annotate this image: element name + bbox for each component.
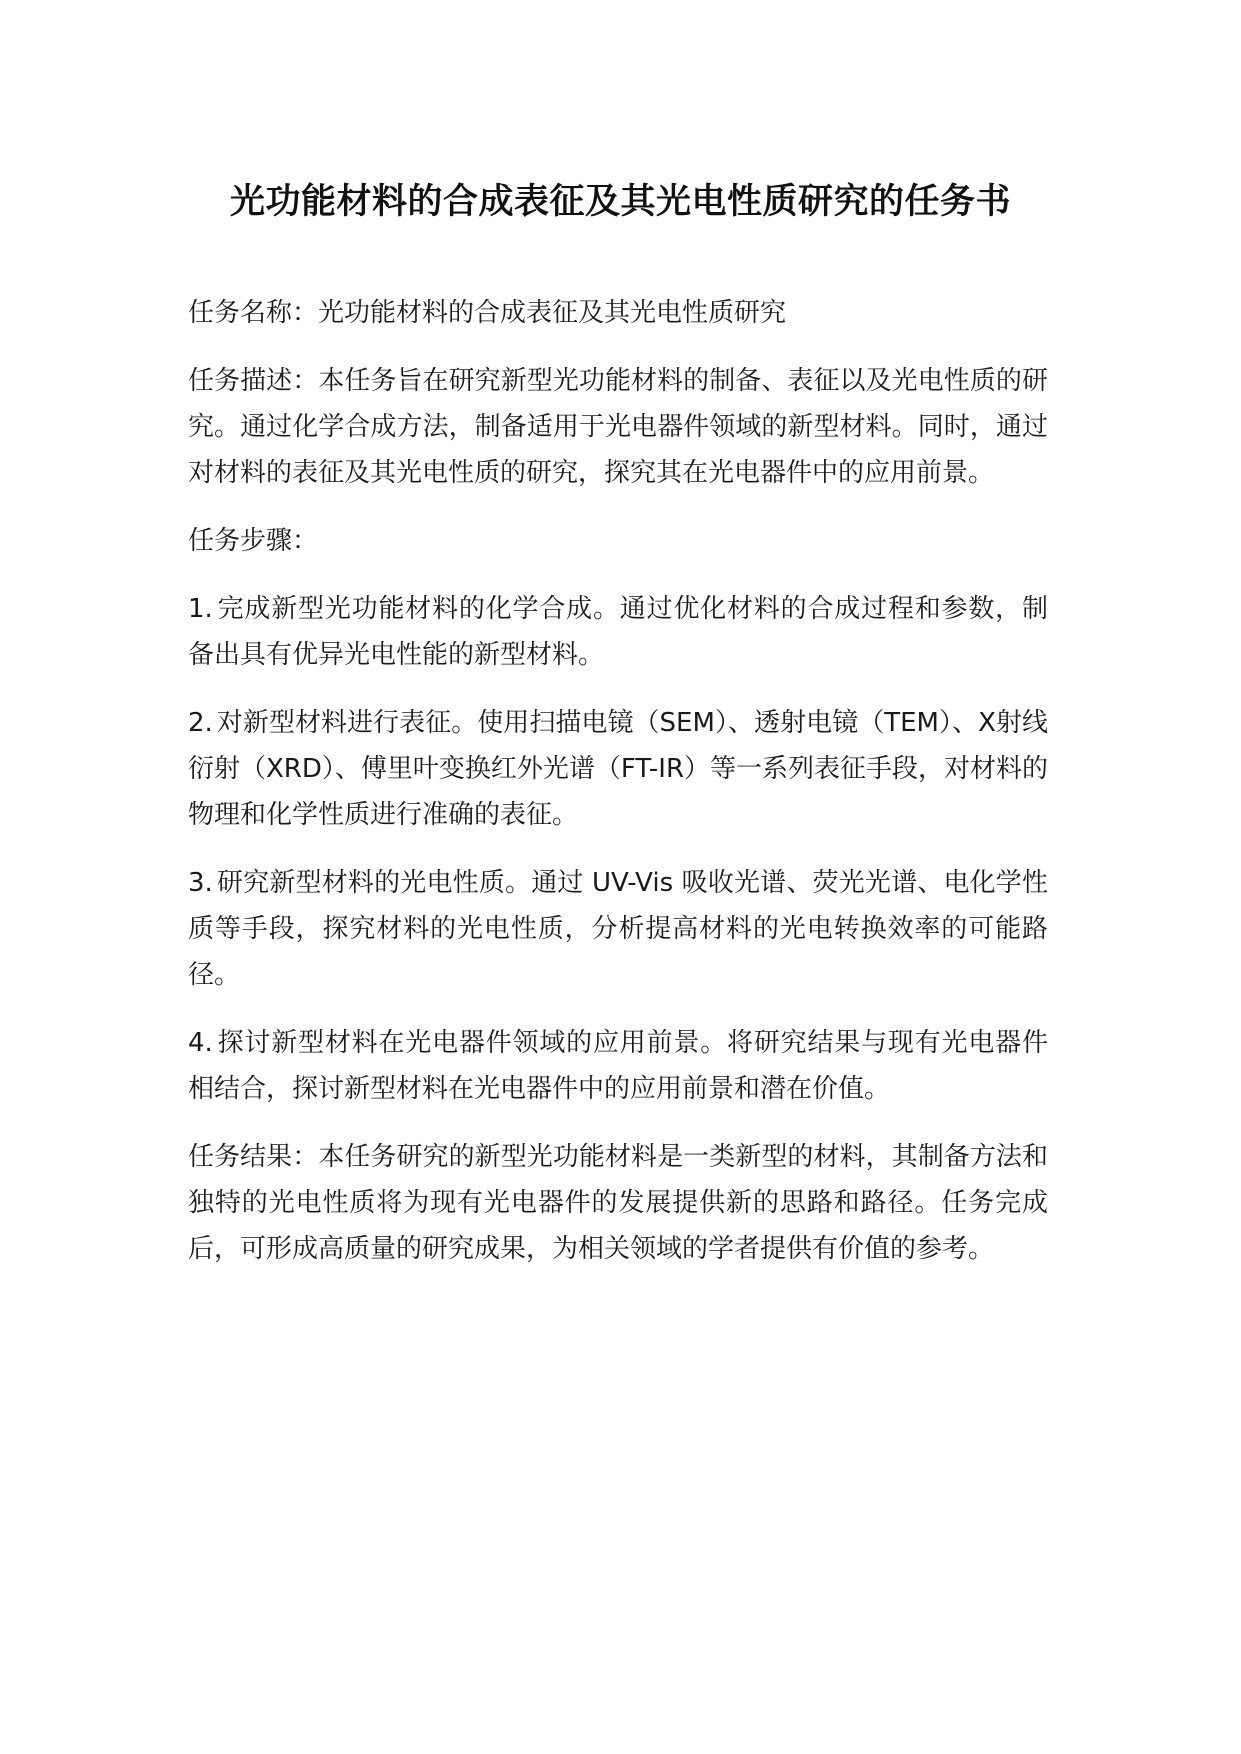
task-step-item [188,860,1048,998]
task-description-paragraph [188,358,1048,496]
task-step-number: 1. [188,594,213,624]
task-step-item [188,700,1048,838]
task-name-paragraph [188,290,1048,336]
task-result-label: 任务结果： [188,1142,319,1172]
task-name-label: 任务名称： [188,298,319,328]
task-step-item [188,586,1048,678]
task-description-value: 本任务旨在研究新型光功能材料的制备、表征以及光电性质的研究。通过化学合成方法，制备适用于光电器件领域的新型材料。同时，通过对材料的表征及其光电性质的研究，探究其在光电器件中的应用前景。 [188,366,1048,488]
task-step-text: 探讨新型材料在光电器件领域的应用前景。将研究结果与现有光电器件相结合，探讨新型材料在光电器件中的应用前景和潜在价值。 [188,1028,1048,1104]
task-step-text: 研究新型材料的光电性质。通过 UV-Vis 吸收光谱、荧光光谱、电化学性质等手段，探究材料的光电性质，分析提高材料的光电转换效率的可能路径。 [188,868,1048,990]
task-step-number: 3. [188,868,213,898]
document-body [188,290,1048,1294]
task-step-number: 2. [188,708,213,738]
task-step-item [188,1020,1048,1112]
task-name-value: 光功能材料的合成表征及其光电性质研究 [318,298,787,328]
task-result-paragraph [188,1134,1048,1272]
task-step-text: 完成新型光功能材料的化学合成。通过优化材料的合成过程和参数，制备出具有优异光电性能的新型材料。 [188,594,1048,670]
task-step-text: 对新型材料进行表征。使用扫描电镜（SEM）、透射电镜（TEM）、X射线衍射（XRD）、傅里叶变换红外光谱（FT-IR）等一系列表征手段，对材料的物理和化学性质进行准确的表征。 [188,708,1049,830]
task-result-value: 本任务研究的新型光功能材料是一类新型的材料，其制备方法和独特的光电性质将为现有光电器件的发展提供新的思路和路径。任务完成后，可形成高质量的研究成果，为相关领域的学者提供有价值的参考。 [188,1142,1048,1264]
task-steps-heading: 任务步骤： [188,526,319,556]
task-description-label: 任务描述： [188,366,319,396]
task-step-number: 4. [188,1028,213,1058]
document-title: 光功能材料的合成表征及其光电性质研究的任务书 [229,182,1011,222]
